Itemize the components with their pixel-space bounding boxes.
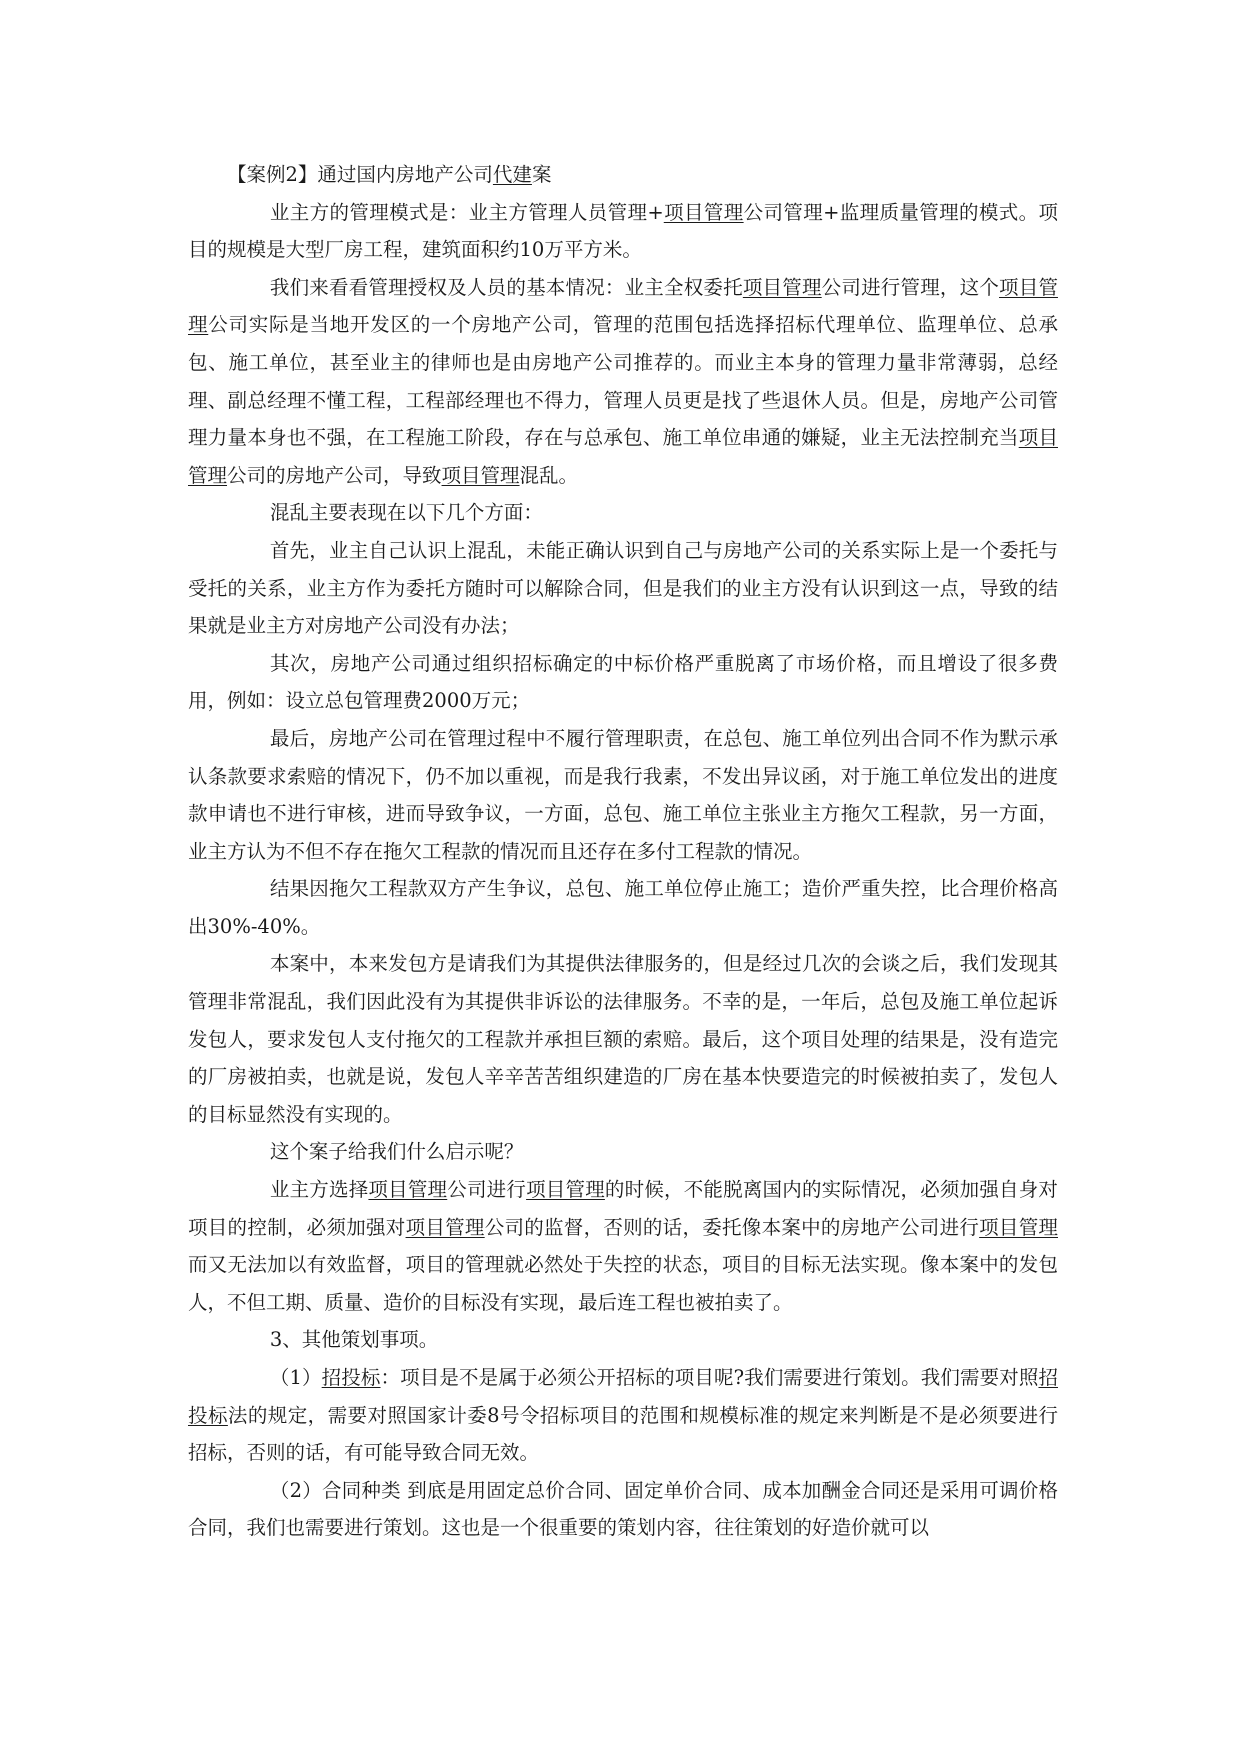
text-run: 公司进行管理，这个 bbox=[821, 275, 1000, 299]
paragraph bbox=[188, 1472, 1058, 1547]
underlined-term: 项目管理 bbox=[188, 275, 1058, 337]
underlined-term: 招投标 bbox=[321, 1366, 381, 1389]
underlined-term: 项目管理 bbox=[441, 463, 520, 487]
text-run: 案 bbox=[531, 163, 552, 186]
paragraph bbox=[188, 494, 1058, 532]
text-run: ：项目是不是属于必须公开招标的项目呢?我们需要进行策划。我们需要对照 bbox=[380, 1366, 1039, 1389]
paragraph bbox=[188, 269, 1058, 495]
underlined-term: 项目管理 bbox=[663, 200, 744, 224]
underlined-term: 项目管理 bbox=[368, 1178, 448, 1202]
text-run: （1） bbox=[269, 1366, 322, 1389]
document-body bbox=[188, 156, 1058, 1547]
text-run: 的时候，不能脱离国内的实际情况，必须加强自身对项目的控制，必须加强对 bbox=[188, 1178, 1058, 1239]
paragraph bbox=[188, 1321, 1058, 1359]
paragraph bbox=[188, 1171, 1058, 1321]
text-run: 公司的房地产公司，导致 bbox=[227, 463, 442, 487]
text-run: 法的规定，需要对照国家计委8号令招标项目的范围和规模标准的规定来判断是不是必须要进行招标，否则的话，有可能导致合同无效。 bbox=[188, 1403, 1058, 1465]
paragraph bbox=[188, 720, 1058, 870]
paragraph bbox=[188, 645, 1058, 720]
text-run: （2）合同种类 到底是用固定总价合同、固定单价合同、成本加酬金合同还是采用可调价格合同，我们也需要进行策划。这也是一个很重要的策划内容，往往策划的好造价就可以 bbox=[188, 1478, 1058, 1540]
paragraph bbox=[188, 1133, 1058, 1171]
text-run: 业主方选择 bbox=[269, 1178, 369, 1202]
paragraph bbox=[188, 870, 1058, 945]
paragraph bbox=[188, 945, 1058, 1133]
text-run: 首先，业主自己认识上混乱，未能正确认识到自己与房地产公司的关系实际上是一个委托与受托的关系，业主方作为委托方随时可以解除合同，但是我们的业主方没有认识到这一点，导致的结果就是业主方对房地产公司没有办法； bbox=[188, 538, 1058, 638]
underlined-term: 招投标 bbox=[188, 1366, 1058, 1427]
underlined-term: 项目管理 bbox=[526, 1178, 605, 1202]
case-title bbox=[188, 156, 1058, 194]
underlined-term: 代建 bbox=[492, 163, 532, 186]
text-run: 结果因拖欠工程款双方产生争议，总包、施工单位停止施工；造价严重失控，比合理价格高出30%-40%。 bbox=[188, 877, 1058, 938]
text-run: 而又无法加以有效监督，项目的管理就必然处于失控的状态，项目的目标无法实现。像本案中的发包人，不但工期、质量、造价的目标没有实现，最后连工程也被拍卖了。 bbox=[188, 1253, 1058, 1314]
text-run: 公司管理+监理质量管理的模式。项目的规模是大型厂房工程，建筑面积约10万平方米。 bbox=[188, 200, 1058, 262]
text-run: 业主方的管理模式是：业主方管理人员管理+ bbox=[269, 200, 664, 224]
underlined-term: 项目管理 bbox=[979, 1215, 1058, 1239]
text-run: 公司实际是当地开发区的一个房地产公司，管理的范围包括选择招标代理单位、监理单位、总承包、施工单位，甚至业主的律师也是由房地产公司推荐的。而业主本身的管理力量非常薄弱，总经理、副总经理不懂工程，工程部经理也不得力，管理人员更是找了些退休人员。但是，房地产公司管理力量本身也不强，在工程施工阶段，存在与总承包、施工单位串通的嫌疑，业主无法控制充当 bbox=[188, 313, 1058, 450]
text-run: 公司进行 bbox=[447, 1178, 527, 1202]
underlined-term: 项目管理 bbox=[188, 426, 1058, 487]
text-run: 我们来看看管理授权及人员的基本情况：业主全权委托 bbox=[269, 275, 743, 299]
text-run: 其次，房地产公司通过组织招标确定的中标价格严重脱离了市场价格，而且增设了很多费用，例如：设立总包管理费2000万元； bbox=[188, 651, 1058, 713]
paragraph bbox=[188, 1359, 1058, 1472]
text-run: 混乱。 bbox=[519, 463, 579, 487]
underlined-term: 项目管理 bbox=[742, 275, 822, 299]
text-run: 3、其他策划事项。 bbox=[269, 1328, 439, 1352]
text-run: 混乱主要表现在以下几个方面： bbox=[269, 501, 543, 525]
text-run: 最后，房地产公司在管理过程中不履行管理职责，在总包、施工单位列出合同不作为默示承认条款要求索赔的情况下，仍不加以重视，而是我行我素，不发出异议函，对于施工单位发出的进度款申请也不进行审核，进而导致争议，一方面，总包、施工单位主张业主方拖欠工程款，另一方面，业主方认为不但不存在拖欠工程款的情况而且还存在多付工程款的情况。 bbox=[188, 726, 1058, 863]
text-run: 公司的监督，否则的话，委托像本案中的房地产公司进行 bbox=[484, 1215, 980, 1239]
paragraph bbox=[188, 194, 1058, 269]
underlined-term: 项目管理 bbox=[405, 1215, 485, 1239]
text-run: 【案例2】通过国内房地产公司 bbox=[227, 163, 493, 186]
text-run: 本案中，本来发包方是请我们为其提供法律服务的，但是经过几次的会谈之后，我们发现其管理非常混乱，我们因此没有为其提供非诉讼的法律服务。不幸的是，一年后，总包及施工单位起诉发包人，要求发包人支付拖欠的工程款并承担巨额的索赔。最后，这个项目处理的结果是，没有造完的厂房被拍卖，也就是说，发包人辛辛苦苦组织建造的厂房在基本快要造完的时候被拍卖了，发包人的目标显然没有实现的。 bbox=[188, 952, 1058, 1126]
text-run: 这个案子给我们什么启示呢？ bbox=[269, 1140, 524, 1164]
paragraph bbox=[188, 532, 1058, 645]
